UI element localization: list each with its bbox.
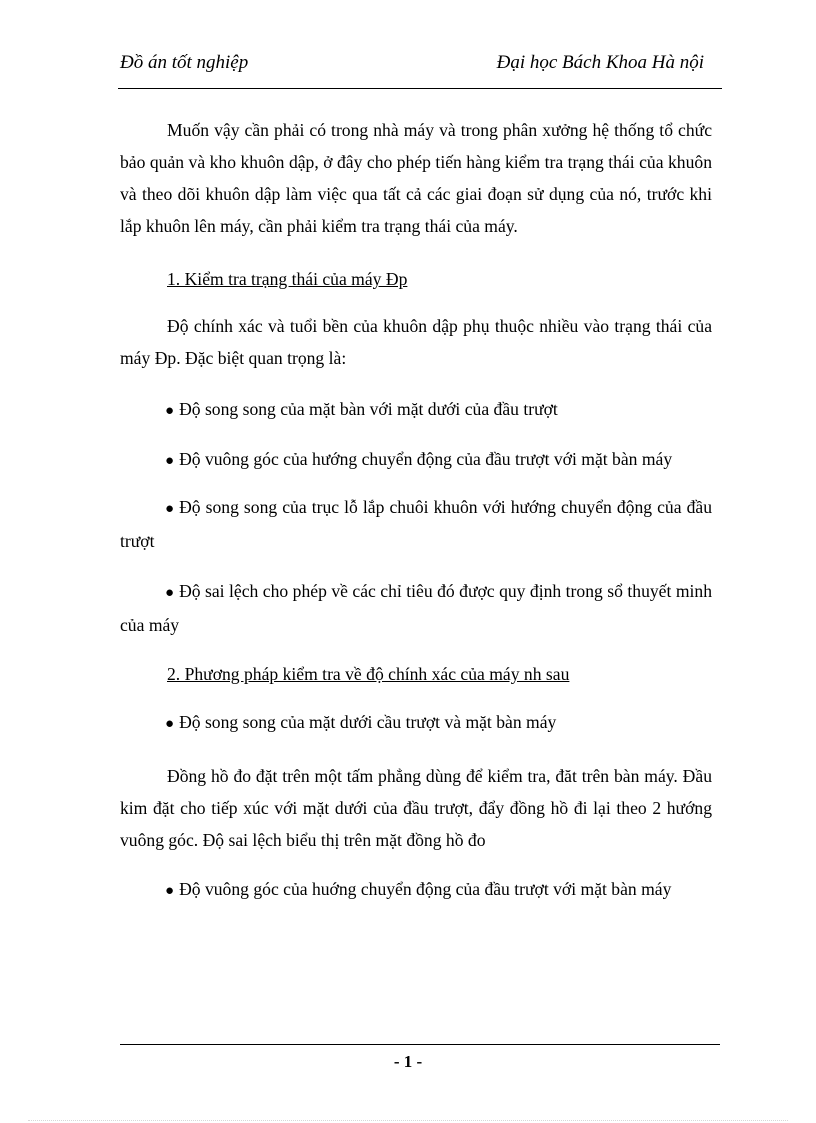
bullet-icon: ● bbox=[165, 403, 175, 419]
section-heading-2: 2. Phương pháp kiểm tra về độ chính xác của máy nh sau bbox=[167, 664, 570, 684]
bullet-text: Độ song song của mặt dưới cầu trượt và mặt bàn máy bbox=[179, 712, 557, 732]
bullet-text: Độ vuông góc của huớng chuyển động của đầu trượt với mặt bàn máy bbox=[179, 879, 672, 899]
bullet-icon: ● bbox=[165, 585, 175, 601]
bullet-text: Độ sai lệch cho phép về các chỉ tiêu đó được quy định trong sổ thuyết minh của máy bbox=[120, 581, 712, 635]
bullet-icon: ● bbox=[165, 883, 175, 899]
header-divider bbox=[118, 88, 722, 89]
paragraph-accuracy: Độ chính xác và tuổi bền của khuôn dập phụ thuộc nhiều vào trạng thái của máy Đp. Đặc biệt quan trọng là: bbox=[120, 316, 712, 368]
page-edge-divider bbox=[28, 1120, 788, 1121]
bullet-item-4 bbox=[120, 575, 712, 641]
bullet-item-1 bbox=[120, 393, 712, 427]
bullet-text: Độ song song của trục lỗ lắp chuôi khuôn với hướng chuyển động của đầu trượt bbox=[120, 497, 712, 551]
bullet-item-3 bbox=[120, 491, 712, 557]
intro-paragraph: Muốn vậy cần phải có trong nhà máy và trong phân xưởng hệ thống tổ chức bảo quản và kho khuôn dập, ở đây cho phép tiến hàng kiểm tra trạng thái của khuôn và theo dõi khuôn dập làm việc qua tất cả các giai đoạn sử dụng của nó, trước khi lắp khuôn lên máy, cần phải kiểm tra trạng thái của máy. bbox=[120, 120, 712, 236]
bullet-text: Độ vuông góc của hướng chuyển động của đầu trượt với mặt bàn máy bbox=[179, 449, 673, 469]
header-thesis-title: Đồ án tốt nghiệp bbox=[120, 52, 249, 73]
bullet-item-6 bbox=[120, 873, 712, 907]
paragraph-gauge: Đồng hồ đo đặt trên một tấm phẳng dùng để kiểm tra, đăt trên bàn máy. Đầu kim đặt cho tiếp xúc với mặt dưới của đầu trượt, đẩy đồng hồ đi lại theo 2 hướng vuông góc. Độ sai lệch biểu thị trên mặt đồng hồ đo bbox=[120, 766, 712, 850]
bullet-text: Độ song song của mặt bàn với mặt dưới của đầu trượt bbox=[179, 399, 558, 419]
bullet-icon: ● bbox=[165, 453, 175, 469]
header-university-name: Đại học Bách Khoa Hà nội bbox=[496, 52, 704, 73]
footer-divider bbox=[120, 1044, 720, 1045]
page-number: - 1 - bbox=[393, 1052, 423, 1071]
bullet-item-5 bbox=[120, 706, 712, 740]
section-heading-1: 1. Kiểm tra trạng thái của máy Đp bbox=[167, 269, 408, 289]
bullet-icon: ● bbox=[165, 501, 175, 517]
bullet-item-2 bbox=[120, 443, 712, 477]
bullet-icon: ● bbox=[165, 716, 175, 732]
